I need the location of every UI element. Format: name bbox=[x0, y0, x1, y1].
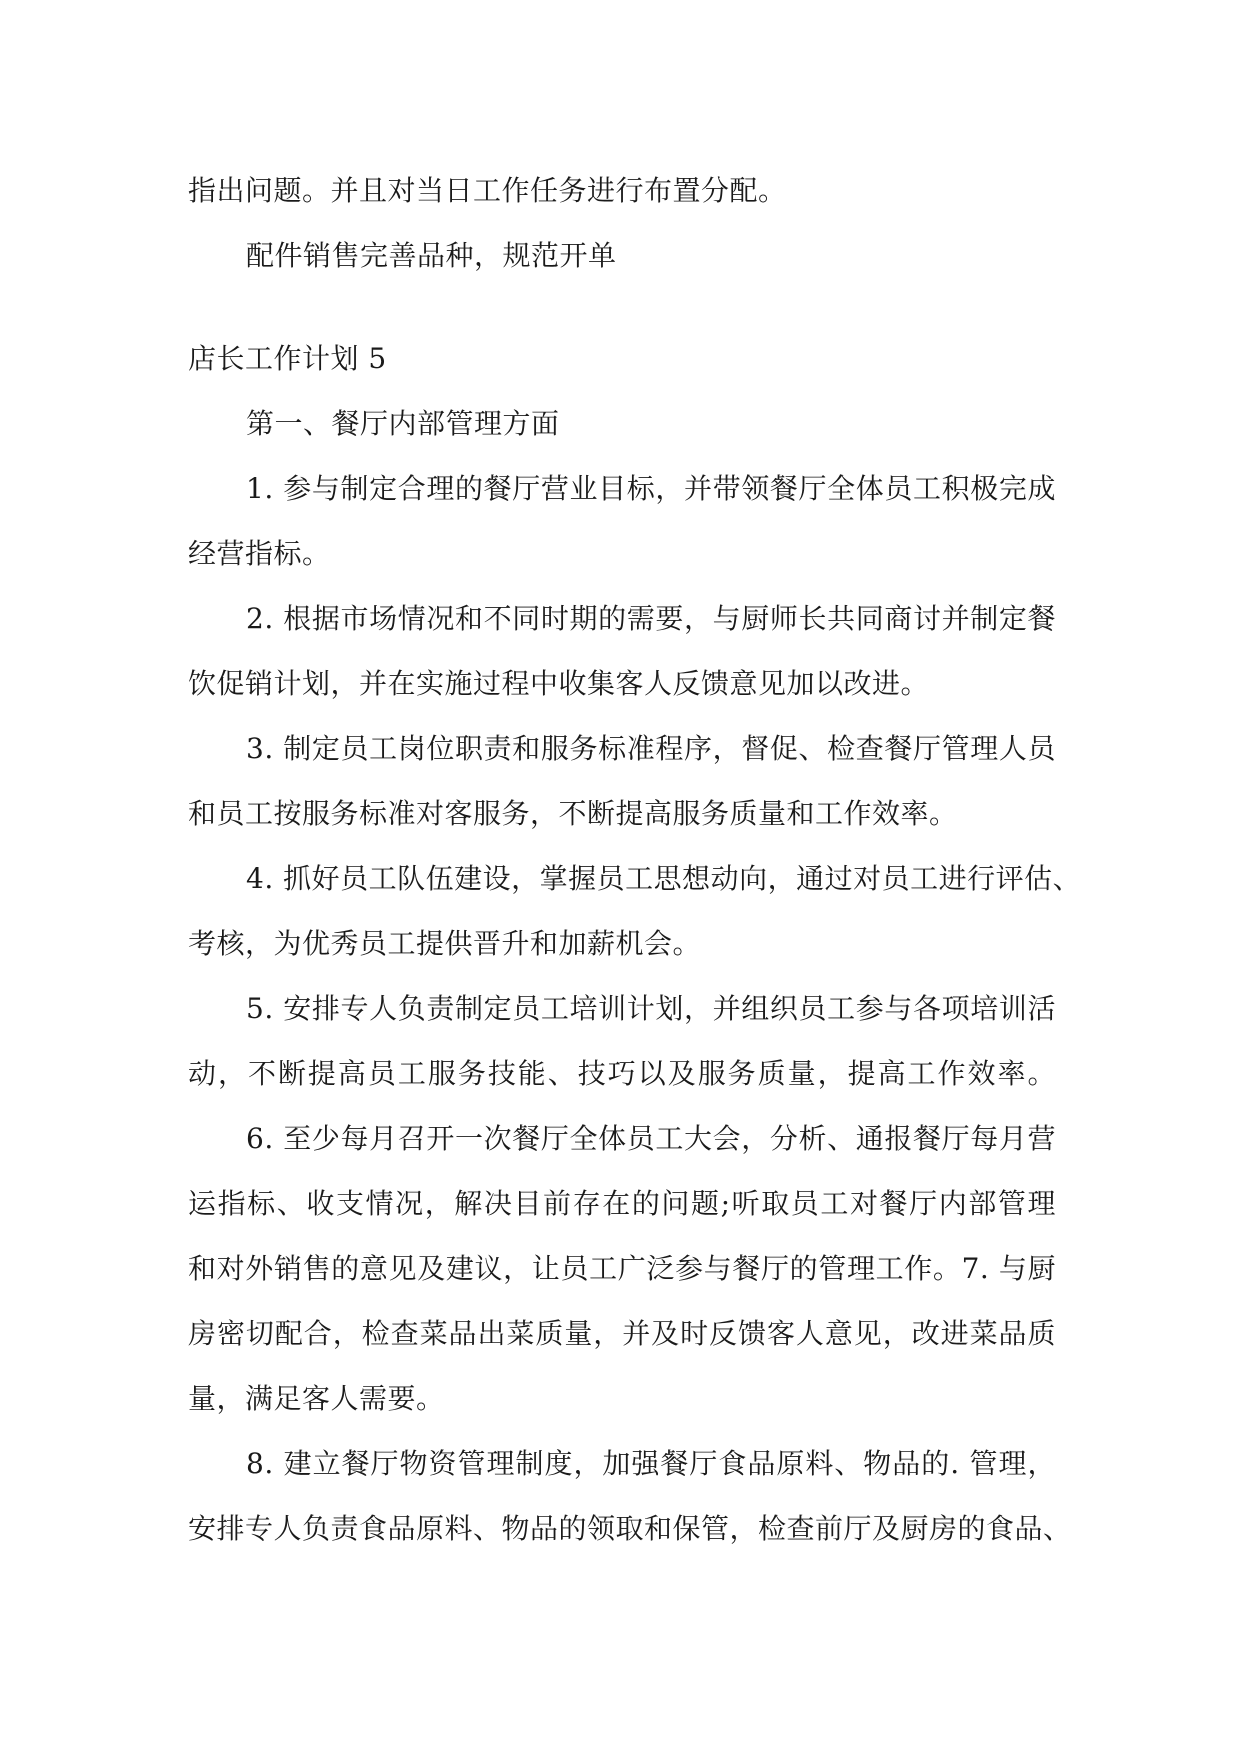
paragraph-line: 5. 安排专人负责制定员工培训计划，并组织员工参与各项培训活 bbox=[246, 992, 1056, 1025]
paragraph-line: 和员工按服务标准对客服务，不断提高服务质量和工作效率。 bbox=[188, 797, 958, 830]
paragraph-3 bbox=[188, 716, 1056, 846]
paragraph-4 bbox=[188, 846, 1082, 976]
paragraph-7 bbox=[188, 1431, 1072, 1561]
paragraph-line: 安排专人负责食品原料、物品的领取和保管，检查前厅及厨房的食品、 bbox=[188, 1512, 1072, 1545]
paragraph-line: 4. 抓好员工队伍建设，掌握员工思想动向，通过对员工进行评估、 bbox=[246, 862, 1082, 895]
continuation-line-1: 指出问题。并且对当日工作任务进行布置分配。 bbox=[188, 174, 787, 207]
paragraph-line: 1. 参与制定合理的餐厅营业目标，并带领餐厅全体员工积极完成 bbox=[246, 472, 1056, 505]
paragraph-line: 运指标、收支情况，解决目前存在的问题;听取员工对餐厅内部管理 bbox=[188, 1187, 1056, 1220]
section-title: 店长工作计划 5 bbox=[188, 342, 387, 375]
paragraph-line: 3. 制定员工岗位职责和服务标准程序，督促、检查餐厅管理人员 bbox=[246, 732, 1056, 765]
paragraph-line: 考核，为优秀员工提供晋升和加薪机会。 bbox=[188, 927, 702, 960]
document-body bbox=[188, 158, 1082, 1561]
paragraph-line: 和对外销售的意见及建议，让员工广泛参与餐厅的管理工作。7. 与厨 bbox=[188, 1252, 1056, 1285]
paragraph-line: 2. 根据市场情况和不同时期的需要，与厨师长共同商讨并制定餐 bbox=[246, 602, 1056, 635]
paragraph-2 bbox=[188, 586, 1056, 716]
paragraph-1 bbox=[188, 456, 1056, 586]
paragraph-line: 8. 建立餐厅物资管理制度，加强餐厅食品原料、物品的. 管理， bbox=[246, 1447, 1056, 1480]
paragraph-line: 6. 至少每月召开一次餐厅全体员工大会，分析、通报餐厅每月营 bbox=[246, 1122, 1056, 1155]
paragraph-6 bbox=[188, 1106, 1056, 1431]
paragraph-line: 动，不断提高员工服务技能、技巧以及服务质量，提高工作效率。 bbox=[188, 1057, 1056, 1090]
paragraph-line: 房密切配合，检查菜品出菜质量，并及时反馈客人意见，改进菜品质 bbox=[188, 1317, 1056, 1350]
section-subtitle: 第一、餐厅内部管理方面 bbox=[246, 407, 560, 440]
section-gap bbox=[188, 288, 1056, 326]
paragraph-line: 量，满足客人需要。 bbox=[188, 1382, 445, 1415]
paragraph-5 bbox=[188, 976, 1056, 1106]
continuation-line-2: 配件销售完善品种，规范开单 bbox=[246, 239, 617, 272]
paragraph-line: 饮促销计划，并在实施过程中收集客人反馈意见加以改进。 bbox=[188, 667, 930, 700]
paragraph-line: 经营指标。 bbox=[188, 537, 331, 570]
